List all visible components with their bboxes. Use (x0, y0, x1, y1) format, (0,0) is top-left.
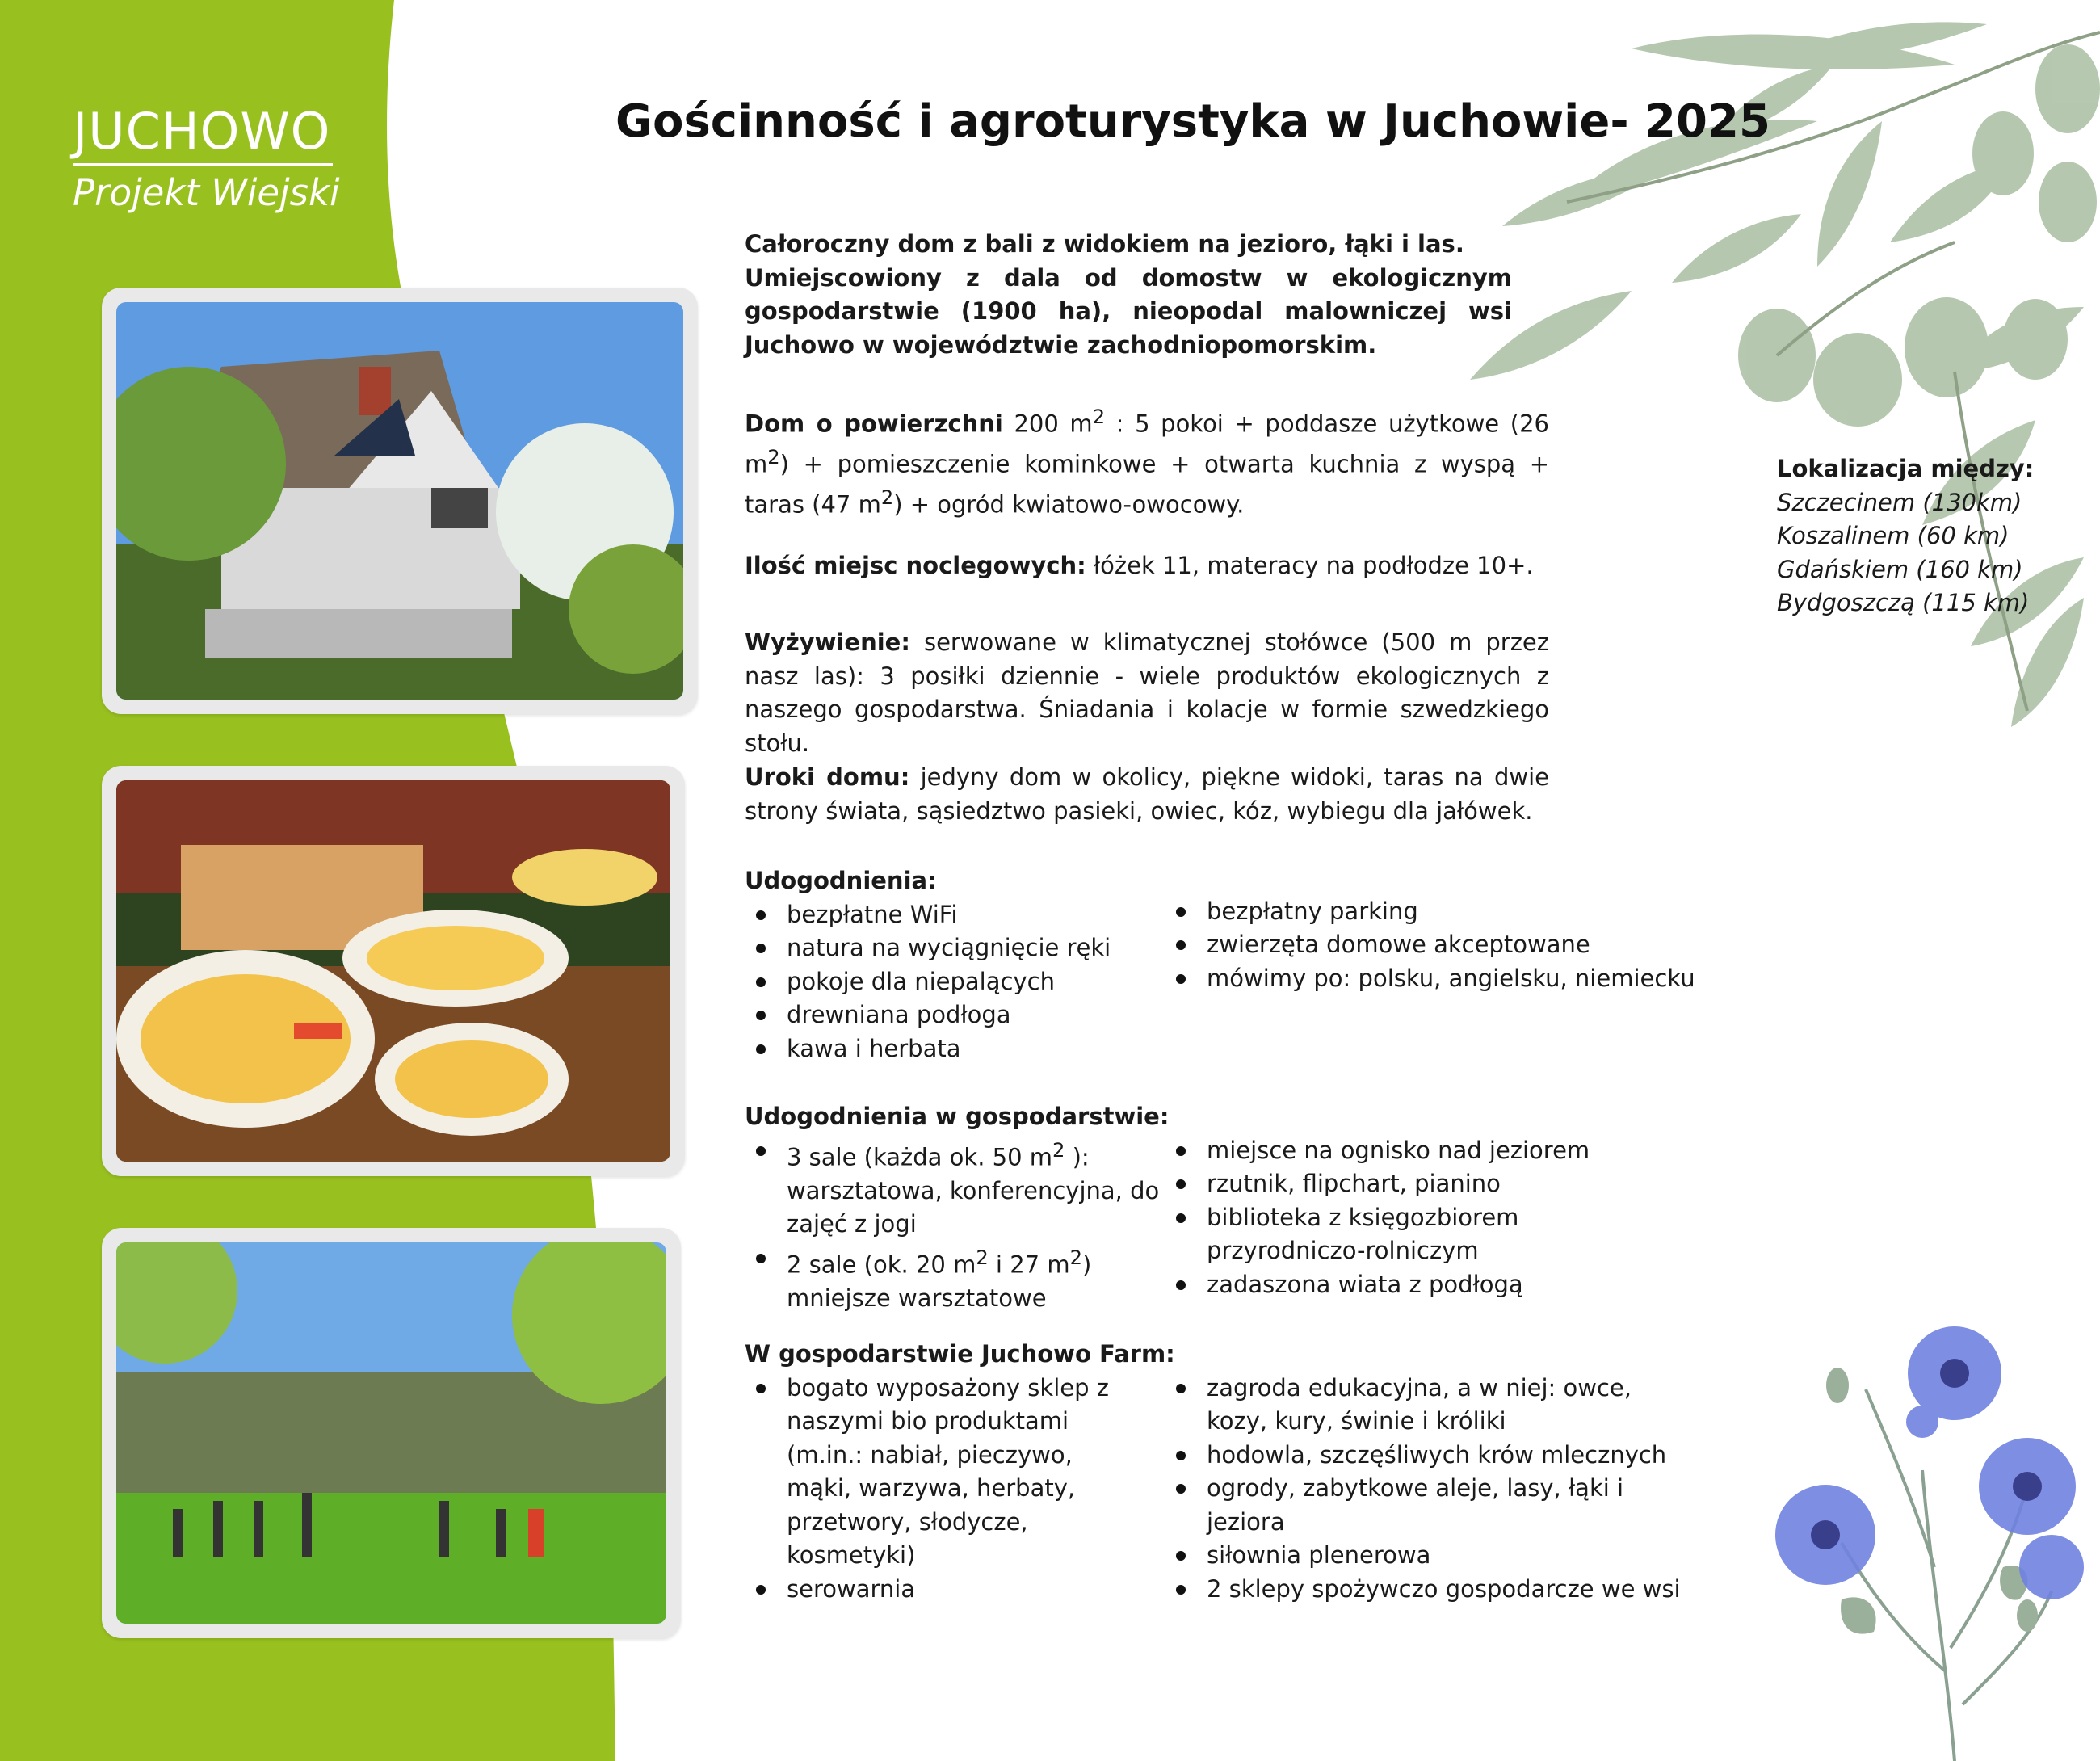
list-item (745, 1134, 1165, 1242)
intro-line1: Całoroczny dom z bali z widokiem na jezioro, łąki i las. (745, 230, 1464, 258)
amenities-section (745, 864, 1698, 1065)
house-text-b: : 5 pokoi + poddasze użytkowe (26 m (745, 410, 1549, 478)
house-sup-2: 2 (767, 446, 780, 469)
list-item (745, 1242, 1165, 1316)
list-item: kawa i herbata (745, 1032, 1165, 1066)
farm-section (745, 1338, 1698, 1606)
list-item: biblioteka z księgozbiorem przyrodniczo-rolniczym (1165, 1201, 1665, 1268)
food-paragraph (745, 626, 1549, 760)
list-item: ogrody, zabytkowe aleje, lasy, łąki i jeziora (1165, 1472, 1698, 1539)
location-box (1777, 452, 2034, 620)
farm-heading: W gospodarstwie Juchowo Farm: (745, 1340, 1175, 1368)
cheese-buffet-photo (102, 766, 685, 1176)
small-hall-text-b: i 27 m (988, 1250, 1070, 1279)
list-item: zwierzęta domowe akceptowane (1165, 928, 1698, 962)
list-item: zadaszona wiata z podłogą (1165, 1268, 1665, 1302)
list-item: drewniana podłoga (745, 998, 1165, 1032)
cornflower-decoration (1761, 1325, 2100, 1761)
list-item: serowarnia (745, 1573, 1165, 1607)
house-text-c: ) + pomieszczenie kominkowe + otwarta kuchnia z wyspą + taras (47 m (745, 450, 1549, 519)
list-item: miejsce na ognisko nad jeziorem (1165, 1134, 1665, 1168)
small-hall-text-a: 2 sale (ok. 20 m (787, 1250, 976, 1279)
list-item: bezpłatne WiFi (745, 898, 1165, 932)
house-sup-3: 2 (880, 486, 894, 510)
location-item: Szczecinem (130km) (1777, 488, 2022, 516)
intro-paragraph (745, 228, 1512, 362)
list-item: bezpłatny parking (1165, 895, 1698, 929)
location-heading: Lokalizacja między: (1777, 455, 2035, 482)
page-title: Gościnność i agroturystyka w Juchowie- 2025 (615, 95, 1770, 148)
farm-right-list (1165, 1372, 1698, 1607)
list-item: mówimy po: polsku, angielsku, niemiecku (1165, 962, 1698, 996)
charm-label: Uroki domu: (745, 763, 910, 791)
small-hall-sup-1: 2 (976, 1246, 989, 1269)
house-sup-1: 2 (1092, 406, 1106, 428)
logo-subtitle: Projekt Wiejski (73, 171, 340, 214)
amenities-right-list (1165, 895, 1698, 1066)
list-item: natura na wyciągnięcie ręki (745, 931, 1165, 965)
food-text: serwowane w klimatycznej stołówce (500 m przez nasz las): 3 posiłki dziennie - wiele produktów ekologicznych z naszego gospodarstwa. Śniadania i kolacje w formie szwedzkiego stołu. (745, 628, 1549, 757)
logo-rule (73, 163, 333, 166)
house-text-a: 200 m (1002, 410, 1093, 438)
list-item: rzutnik, flipchart, pianino (1165, 1167, 1665, 1201)
location-item: Koszalinem (60 km) (1777, 522, 2010, 549)
list-item: pokoje dla niepalących (745, 965, 1165, 999)
hall-sup: 2 (1052, 1138, 1065, 1162)
list-item: hodowla, szczęśliwych krów mlecznych (1165, 1439, 1698, 1473)
farm-left-list (745, 1372, 1165, 1607)
juchowo-logo (73, 102, 340, 214)
amenities-heading: Udogodnienia: (745, 867, 937, 894)
farm-amenities-heading: Udogodnienia w gospodarstwie: (745, 1103, 1170, 1130)
hall-text-b: ): warsztatowa, konferencyjna, do zajęć z jogi (787, 1143, 1160, 1238)
house-photo (102, 288, 698, 714)
list-item: bogato wyposażony sklep z naszymi bio produktami (m.in.: nabiał, pieczywo, mąki, warzywa, herbaty, przetwory, słodycze, kosmetyki) (745, 1372, 1165, 1573)
farm-amenities-section (745, 1100, 1698, 1315)
house-paragraph (745, 401, 1549, 522)
charm-text: jedyny dom w okolicy, piękne widoki, taras na dwie strony świata, sąsiedztwo pasieki, owiec, kóz, wybiegu dla jałówek. (745, 763, 1549, 825)
house-text-d: ) + ogród kwiatowo-owocowy. (893, 490, 1245, 519)
logo-title: JUCHOWO (73, 102, 331, 161)
outdoor-yoga-photo (102, 1228, 681, 1638)
hall-text-a: 3 sale (każda ok. 50 m (787, 1143, 1052, 1171)
intro-line2: Umiejscowiony z dala od domostw w ekologicznym gospodarstwie (1900 ha), nieopodal malowniczej wsi Juchowo w województwie zachodniopomorskim. (745, 263, 1512, 359)
beds-label: Ilość miejsc noclegowych: (745, 552, 1086, 579)
farm-amenities-left-list (745, 1134, 1165, 1316)
list-item: 2 sklepy spożywczo gospodarcze we wsi (1165, 1573, 1698, 1607)
house-label: Dom o powierzchni (745, 410, 1003, 438)
small-hall-sup-2: 2 (1069, 1246, 1082, 1269)
food-label: Wyżywienie: (745, 628, 910, 656)
small-hall-text-c: ) mniejsze warsztatowe (787, 1250, 1092, 1312)
location-item: Gdańskiem (160 km) (1777, 555, 2023, 583)
beds-text: łóżek 11, materacy na podłodze 10+. (1086, 552, 1534, 579)
amenities-left-list (745, 898, 1165, 1066)
beds-paragraph (745, 549, 1549, 583)
list-item: siłownia plenerowa (1165, 1539, 1698, 1573)
list-item: zagroda edukacyjna, a w niej: owce, kozy, kury, świnie i króliki (1165, 1372, 1698, 1439)
location-item: Bydgoszczą (115 km) (1777, 589, 2030, 616)
charm-paragraph (745, 761, 1549, 828)
farm-amenities-right-list (1165, 1134, 1665, 1316)
